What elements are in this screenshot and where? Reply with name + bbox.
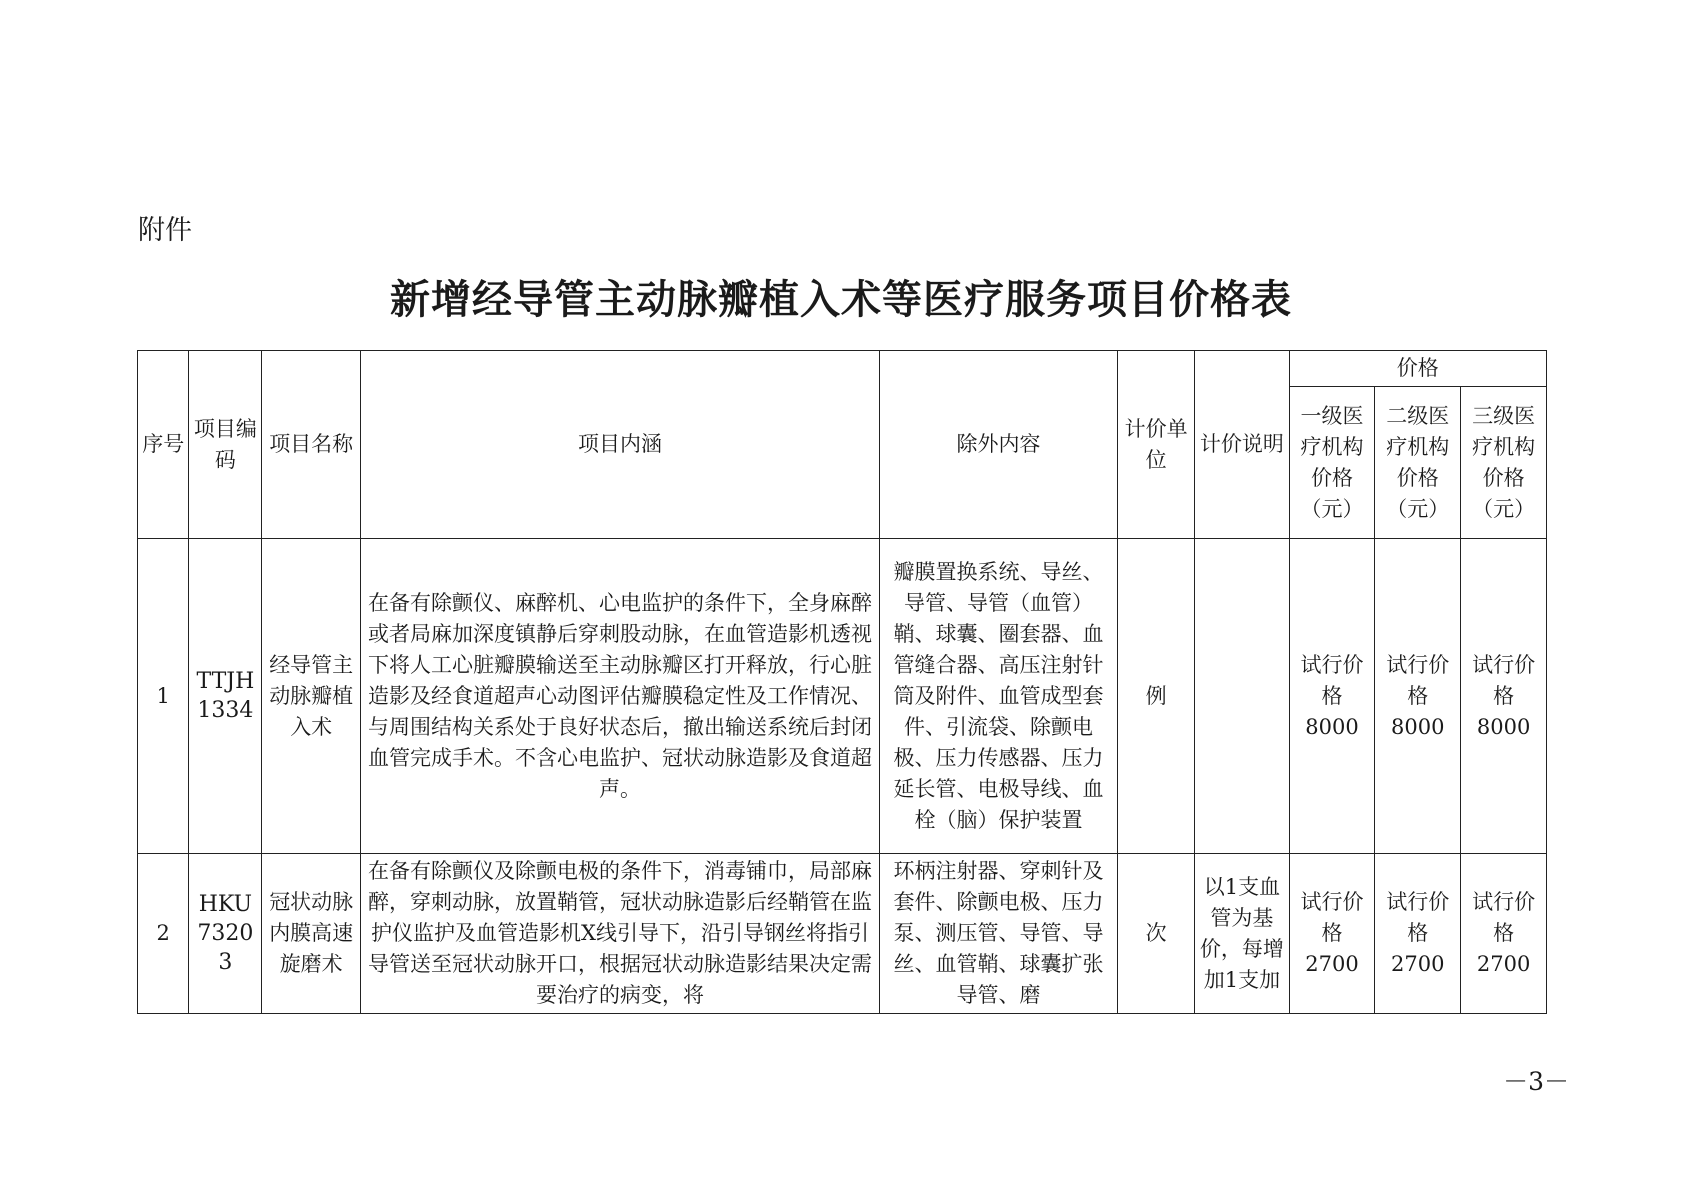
cell-exclusions: 瓣膜置换系统、导丝、导管、导管（血管）鞘、球囊、圈套器、血管缝合器、高压注射针筒及附件、血管成型套件、引流袋、除颤电极、压力传感器、压力延长管、电极导线、血栓（脑）保护装置 (880, 539, 1118, 854)
price-table (137, 350, 1547, 1014)
cell-price-level2 (1375, 854, 1461, 1014)
price-prefix: 试行价格 (1386, 652, 1450, 708)
attachment-label: 附件 (138, 215, 192, 246)
header-seq: 序号 (138, 351, 189, 539)
page-number: －3－ (1503, 1067, 1569, 1096)
cell-seq: 2 (138, 854, 189, 1014)
header-content: 项目内涵 (361, 351, 880, 539)
cell-seq: 1 (138, 539, 189, 854)
cell-exclusions: 环柄注射器、穿刺针及套件、除颤电极、压力泵、测压管、导管、导丝、血管鞘、球囊扩张导管、磨 (880, 854, 1118, 1014)
price-prefix: 试行价格 (1472, 890, 1536, 945)
header-exclusions: 除外内容 (880, 351, 1118, 539)
header-level1-price: 一级医疗机构价格（元） (1289, 387, 1375, 539)
cell-price-level1 (1289, 539, 1375, 854)
cell-content: 在备有除颤仪、麻醉机、心电监护的条件下，全身麻醉或者局麻加深度镇静后穿刺股动脉，在血管造影机透视下将人工心脏瓣膜输送至主动脉瓣区打开释放，行心脏造影及经食道超声心动图评估瓣膜稳定性及工作情况、与周围结构关系处于良好状态后，撤出输送系统后封闭血管完成手术。不含心电监护、冠状动脉造影及食道超声。 (361, 539, 880, 854)
cell-unit: 次 (1118, 854, 1195, 1014)
cell-name: 冠状动脉内膜高速旋磨术 (262, 854, 361, 1014)
price-value: 8000 (1391, 714, 1445, 739)
table-row (138, 854, 1547, 1014)
cell-code: TTJH1334 (189, 539, 262, 854)
cell-name: 经导管主动脉瓣植入术 (262, 539, 361, 854)
document-title: 新增经导管主动脉瓣植入术等医疗服务项目价格表 (390, 276, 1292, 323)
cell-price-level1 (1289, 854, 1375, 1014)
header-level2-price: 二级医疗机构价格（元） (1375, 387, 1461, 539)
price-value: 8000 (1476, 714, 1531, 739)
table-row (138, 539, 1547, 854)
price-value: 2700 (1305, 952, 1359, 976)
cell-content: 在备有除颤仪及除颤电极的条件下，消毒铺巾，局部麻醉，穿刺动脉，放置鞘管，冠状动脉造影后经鞘管在监护仪监护及血管造影机X线引导下，沿引导钢丝将指引导管送至冠状动脉开口，根据冠状动脉造影结果决定需要治疗的病变，将 (361, 854, 880, 1014)
cell-price-level3 (1461, 539, 1547, 854)
price-value: 2700 (1476, 952, 1531, 976)
cell-note: 以1支血管为基价，每增加1支加 (1195, 854, 1289, 1014)
price-value: 2700 (1391, 952, 1445, 976)
price-prefix: 试行价格 (1300, 652, 1364, 708)
price-value: 8000 (1305, 714, 1359, 739)
cell-price-level2 (1375, 539, 1461, 854)
cell-unit: 例 (1118, 539, 1195, 854)
header-note: 计价说明 (1195, 351, 1289, 539)
header-name: 项目名称 (262, 351, 361, 539)
cell-note (1195, 539, 1289, 854)
cell-code: HKU73203 (189, 854, 262, 1014)
price-prefix: 试行价格 (1472, 652, 1536, 708)
header-price-group: 价格 (1289, 351, 1546, 387)
header-unit: 计价单位 (1118, 351, 1195, 539)
price-prefix: 试行价格 (1386, 890, 1450, 945)
header-level3-price: 三级医疗机构价格（元） (1461, 387, 1547, 539)
cell-price-level3 (1461, 854, 1547, 1014)
price-prefix: 试行价格 (1300, 890, 1364, 945)
header-code: 项目编码 (189, 351, 262, 539)
